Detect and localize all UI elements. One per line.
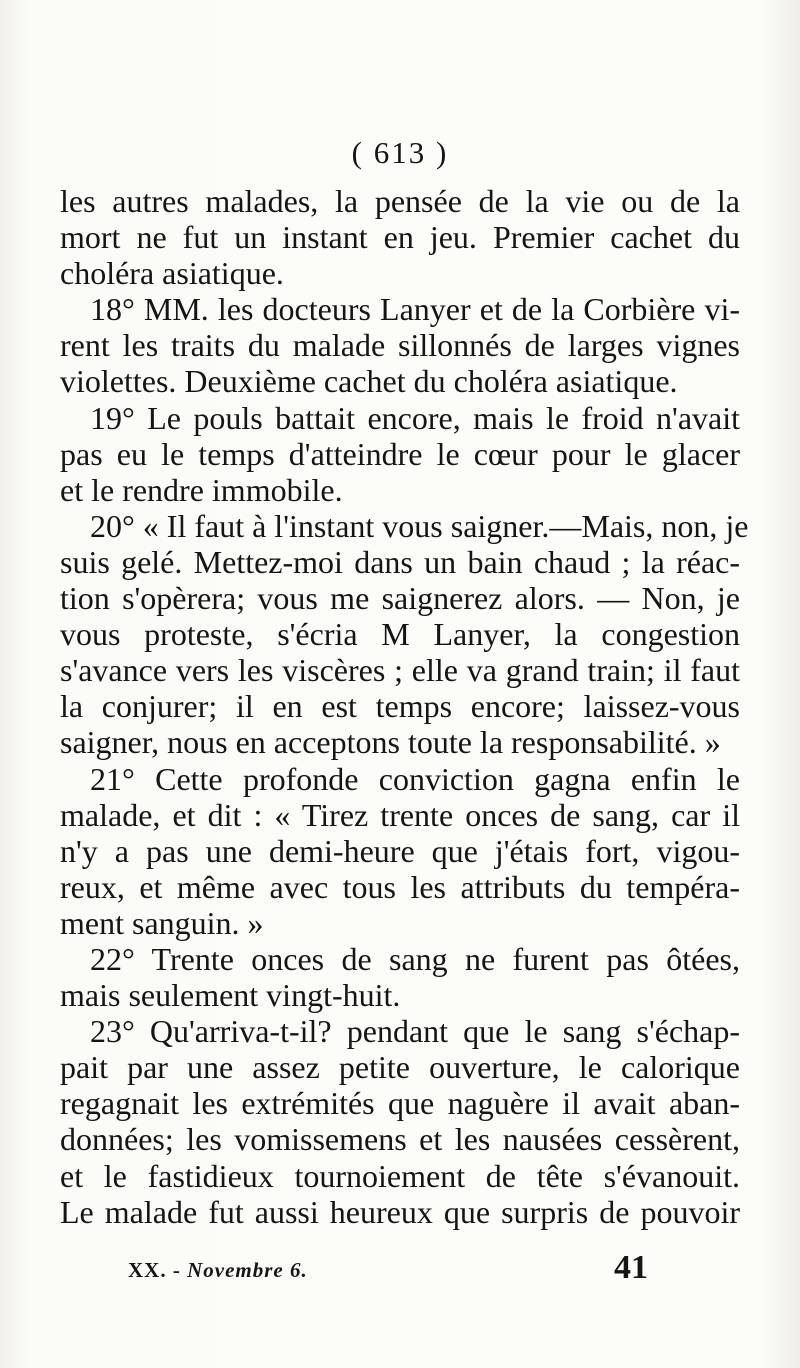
- text-line: mort ne fut un instant en jeu. Premier cachet du: [60, 219, 740, 256]
- paragraph-start-line: 22° Trente onces de sang ne furent pas ôtées,: [90, 940, 740, 977]
- text-line: suis gelé. Mettez-moi dans un bain chaud ; la réac-: [60, 543, 740, 580]
- page-footer: [128, 1249, 648, 1298]
- text-line: tion s'opèrera; vous me saignerez alors. — Non, je: [60, 580, 740, 617]
- text-line: et le fastidieux tournoiement de tête s'évanouit.: [60, 1157, 740, 1194]
- text-line: données; les vomissemens et les nausées cessèrent,: [60, 1121, 740, 1158]
- paragraph-start-line: 21° Cette profonde conviction gagna enfin le: [90, 760, 740, 797]
- paragraph-start-line: 20° « Il faut à l'instant vous saigner.—Mais, non, je: [90, 507, 749, 544]
- signature-mark: [128, 1258, 308, 1283]
- text-line: saigner, nous en acceptons toute la responsabilité. »: [60, 724, 721, 761]
- text-line: ment sanguin. »: [60, 904, 264, 941]
- paragraph-start-line: 19° Le pouls battait encore, mais le froid n'avait: [90, 399, 740, 436]
- paragraph-start-line: 18° MM. les docteurs Lanyer et de la Corbière vi-: [90, 291, 740, 328]
- body-text: [60, 183, 749, 1230]
- text-line: la conjurer; il en est temps encore; laissez-vous: [60, 688, 740, 725]
- text-line: mais seulement vingt-huit.: [60, 977, 401, 1014]
- signature-date: Novembre 6.: [187, 1258, 308, 1282]
- signature-label: XX. -: [128, 1258, 181, 1282]
- text-line: choléra asiatique.: [60, 255, 284, 292]
- text-line: n'y a pas une demi-heure que j'étais fort, vigou-: [60, 832, 740, 869]
- text-line: pas eu le temps d'atteindre le cœur pour le glacer: [60, 435, 740, 472]
- text-line: malade, et dit : « Tirez trente onces de sang, car il: [60, 796, 740, 833]
- sheet-number: 41: [614, 1249, 648, 1286]
- paragraph-start-line: 23° Qu'arriva-t-il? pendant que le sang s'échap-: [90, 1013, 740, 1050]
- text-line: vous proteste, s'écria M Lanyer, la congestion: [60, 616, 740, 653]
- text-line: s'avance vers les viscères ; elle va grand train; il faut: [60, 652, 740, 689]
- text-line: reux, et même avec tous les attributs du tempéra-: [60, 868, 740, 905]
- text-line: violettes. Deuxième cachet du choléra asiatique.: [60, 363, 678, 400]
- text-line: regagnait les extrémités que naguère il avait aban-: [60, 1085, 740, 1122]
- text-line: les autres malades, la pensée de la vie ou de la: [60, 183, 740, 219]
- text-line: et le rendre immobile.: [60, 471, 343, 508]
- text-line: pait par une assez petite ouverture, le calorique: [60, 1049, 740, 1086]
- text-line: Le malade fut aussi heureux que surpris de pouvoir: [60, 1193, 740, 1230]
- text-line: rent les traits du malade sillonnés de larges vignes: [60, 327, 740, 364]
- page-number: ( 613 ): [351, 135, 449, 170]
